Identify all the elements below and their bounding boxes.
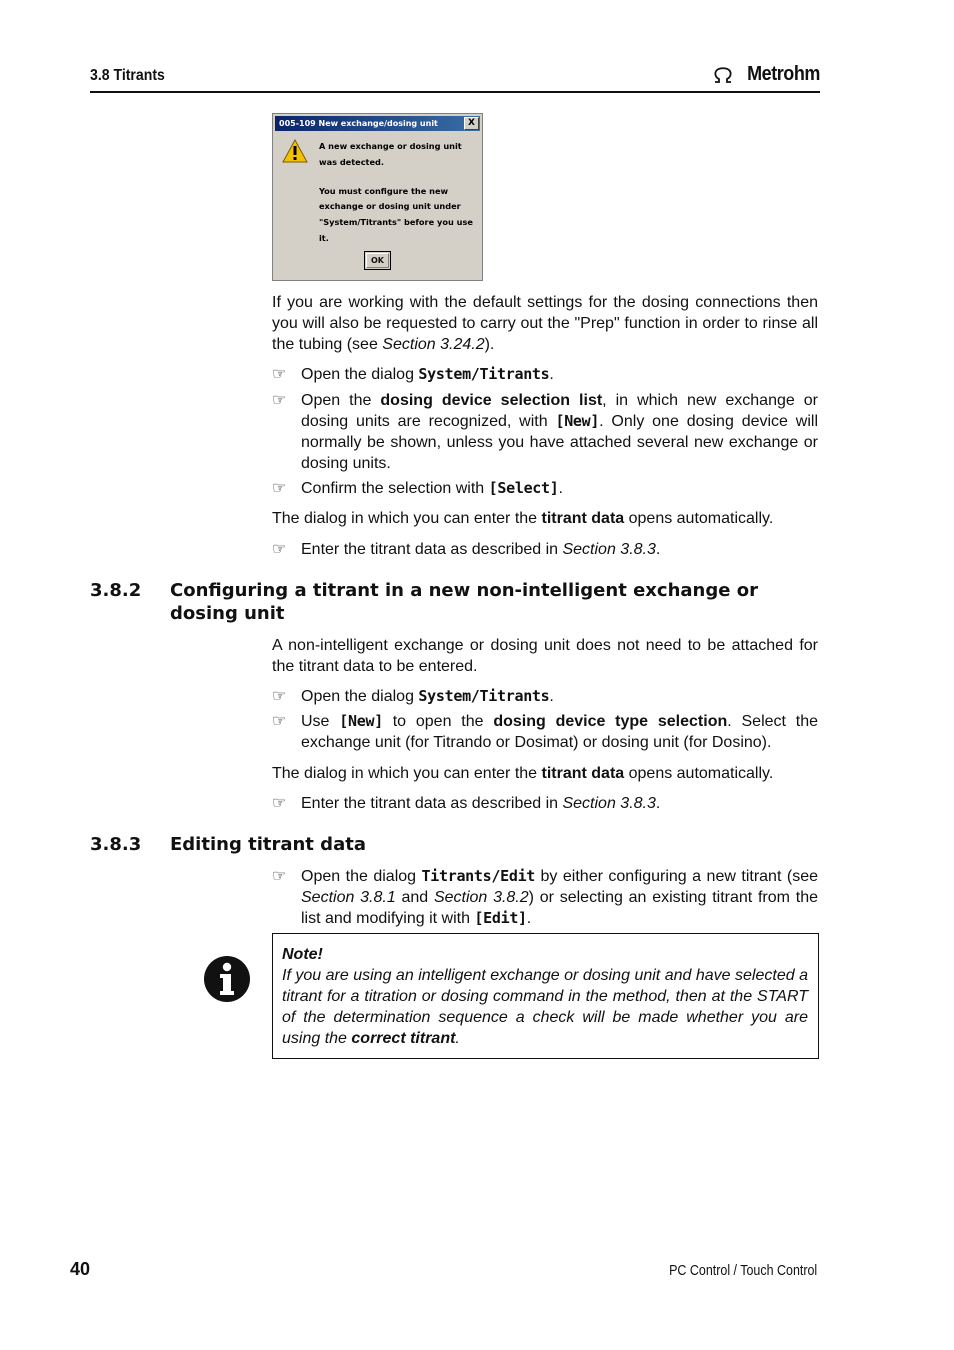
step-open-selection-list	[272, 390, 818, 474]
step-open-system-titrants	[272, 364, 818, 385]
pointing-hand-icon: ☞	[272, 795, 287, 812]
brand-logo	[712, 63, 820, 86]
section-number: 3.8.2	[90, 580, 142, 601]
step-text: to open the	[382, 713, 494, 730]
intro-paragraph	[272, 292, 818, 355]
step-text: Open the dialog	[301, 688, 419, 705]
paragraph-non-intelligent	[272, 635, 818, 677]
section-ref: Section 3.8.2	[433, 889, 529, 906]
dialog-screenshot	[272, 113, 483, 281]
metrohm-omega-icon	[712, 66, 734, 84]
button-name-code: [Select]	[488, 479, 559, 497]
step-text: Confirm the selection with	[301, 480, 489, 497]
bold-term: dosing device selection list	[380, 392, 603, 409]
step-open-system-titrants	[272, 686, 818, 707]
bold-term: dosing device type selection	[493, 713, 728, 730]
button-name-code: [New]	[339, 712, 383, 730]
pointing-hand-icon: ☞	[272, 480, 287, 497]
dialog-message	[319, 139, 479, 247]
bold-term: titrant data	[541, 765, 625, 782]
intro-text-b: ).	[484, 336, 495, 353]
step-text: .	[549, 688, 554, 705]
step-enter-titrant-data	[272, 793, 818, 814]
step-text: by either configuring a new titrant (see	[535, 868, 819, 885]
step-text: Open the dialog	[301, 868, 422, 885]
warning-icon	[282, 139, 308, 163]
page-number: 40	[70, 1259, 91, 1279]
section-ref: Section 3.24.2	[382, 336, 485, 353]
intro-text-a: If you are working with the default settings for the dosing connections then you will also be requested to carry out the "Prep" function in order to rinse all the tubing (see	[272, 294, 818, 353]
note-title: Note!	[282, 946, 323, 963]
header-rule	[90, 91, 820, 93]
pointing-hand-icon: ☞	[272, 688, 287, 705]
dialog-ok-button[interactable]	[364, 251, 391, 270]
para-text: A non-intelligent exchange or dosing unit does not need to be attached for the titrant data to be entered.	[272, 637, 818, 675]
step-open-titrants-edit	[272, 866, 818, 929]
dialog-message-1: A new exchange or dosing unit was detected.	[319, 141, 462, 167]
pointing-hand-icon: ☞	[272, 541, 287, 558]
info-icon	[203, 955, 251, 1003]
pointing-hand-icon: ☞	[272, 366, 287, 383]
dialog-name-code: System/Titrants	[418, 687, 550, 705]
section-ref: Section 3.8.3	[562, 795, 656, 812]
step-text: Open the	[301, 392, 381, 409]
step-text: . Select the exchange unit (for Titrando or Dosimat) or dosing unit (for Dosino).	[301, 713, 819, 751]
step-text: Enter the titrant data as described in	[301, 541, 563, 558]
dialog-message-2: You must configure the new exchange or dosing unit under "System/Titrants" before you use it.	[319, 185, 473, 243]
button-name-code: [New]	[555, 412, 600, 430]
step-text: . Only one dosing device will normally be shown, unless you have attached several new exchange or dosing units.	[301, 413, 818, 472]
para-text: opens automatically.	[624, 510, 774, 527]
note-text: If you are using an intelligent exchange or dosing unit and have selected a titrant for a titration or dosing command in the method, then at the START of the determination sequence a check will be made whether you are using the	[282, 967, 808, 1047]
section-ref: Section 3.8.1	[301, 889, 396, 906]
step-text: , in which new exchange or dosing units are recognized, with	[301, 392, 819, 430]
para-text: opens automatically.	[624, 765, 774, 782]
step-confirm-selection	[272, 478, 818, 499]
dialog-name-code: System/Titrants	[418, 365, 550, 383]
section-title: Configuring a titrant in a new non-intelligent exchange or dosing unit	[170, 580, 758, 624]
section-number: 3.8.3	[90, 834, 142, 855]
dialog-title-bar	[275, 116, 480, 131]
step-use-new	[272, 711, 818, 753]
section-title: Editing titrant data	[170, 834, 366, 855]
header-section-title: 3.8 Titrants	[90, 67, 165, 84]
section-ref: Section 3.8.3	[562, 541, 656, 558]
bold-term: titrant data	[541, 510, 625, 527]
dialog-close-button[interactable]: X	[464, 117, 479, 130]
bold-term: correct titrant	[351, 1030, 456, 1047]
step-text: Use	[301, 713, 340, 730]
dialog-title: 005-109 New exchange/dosing unit	[279, 119, 438, 128]
pointing-hand-icon: ☞	[272, 392, 287, 409]
dialog-ok-label: OK	[366, 253, 389, 268]
step-text: .	[558, 480, 563, 497]
step-text: .	[655, 541, 661, 558]
step-text: .	[549, 366, 554, 383]
paragraph-dialog-opens	[272, 508, 818, 529]
note-text: .	[455, 1030, 460, 1047]
step-text: Open the dialog	[301, 366, 419, 383]
para-text: The dialog in which you can enter the	[272, 510, 542, 527]
pointing-hand-icon: ☞	[272, 868, 287, 885]
button-name-code: [Edit]	[474, 909, 527, 927]
para-text: The dialog in which you can enter the	[272, 765, 542, 782]
step-enter-titrant-data	[272, 539, 818, 560]
step-text: .	[526, 910, 532, 927]
brand-name: Metrohm	[747, 63, 820, 85]
pointing-hand-icon: ☞	[272, 713, 287, 730]
note-box	[272, 933, 819, 1059]
step-text: ) or selecting an existing titrant from the list and modifying it with	[301, 889, 818, 927]
dialog-name-code: Titrants/Edit	[421, 867, 536, 885]
note-body	[282, 965, 808, 1049]
step-text: and	[395, 889, 434, 906]
footer-doc-title: PC Control / Touch Control	[668, 1263, 817, 1279]
paragraph-dialog-opens	[272, 763, 818, 784]
step-text: Enter the titrant data as described in	[301, 795, 563, 812]
step-text: .	[655, 795, 661, 812]
